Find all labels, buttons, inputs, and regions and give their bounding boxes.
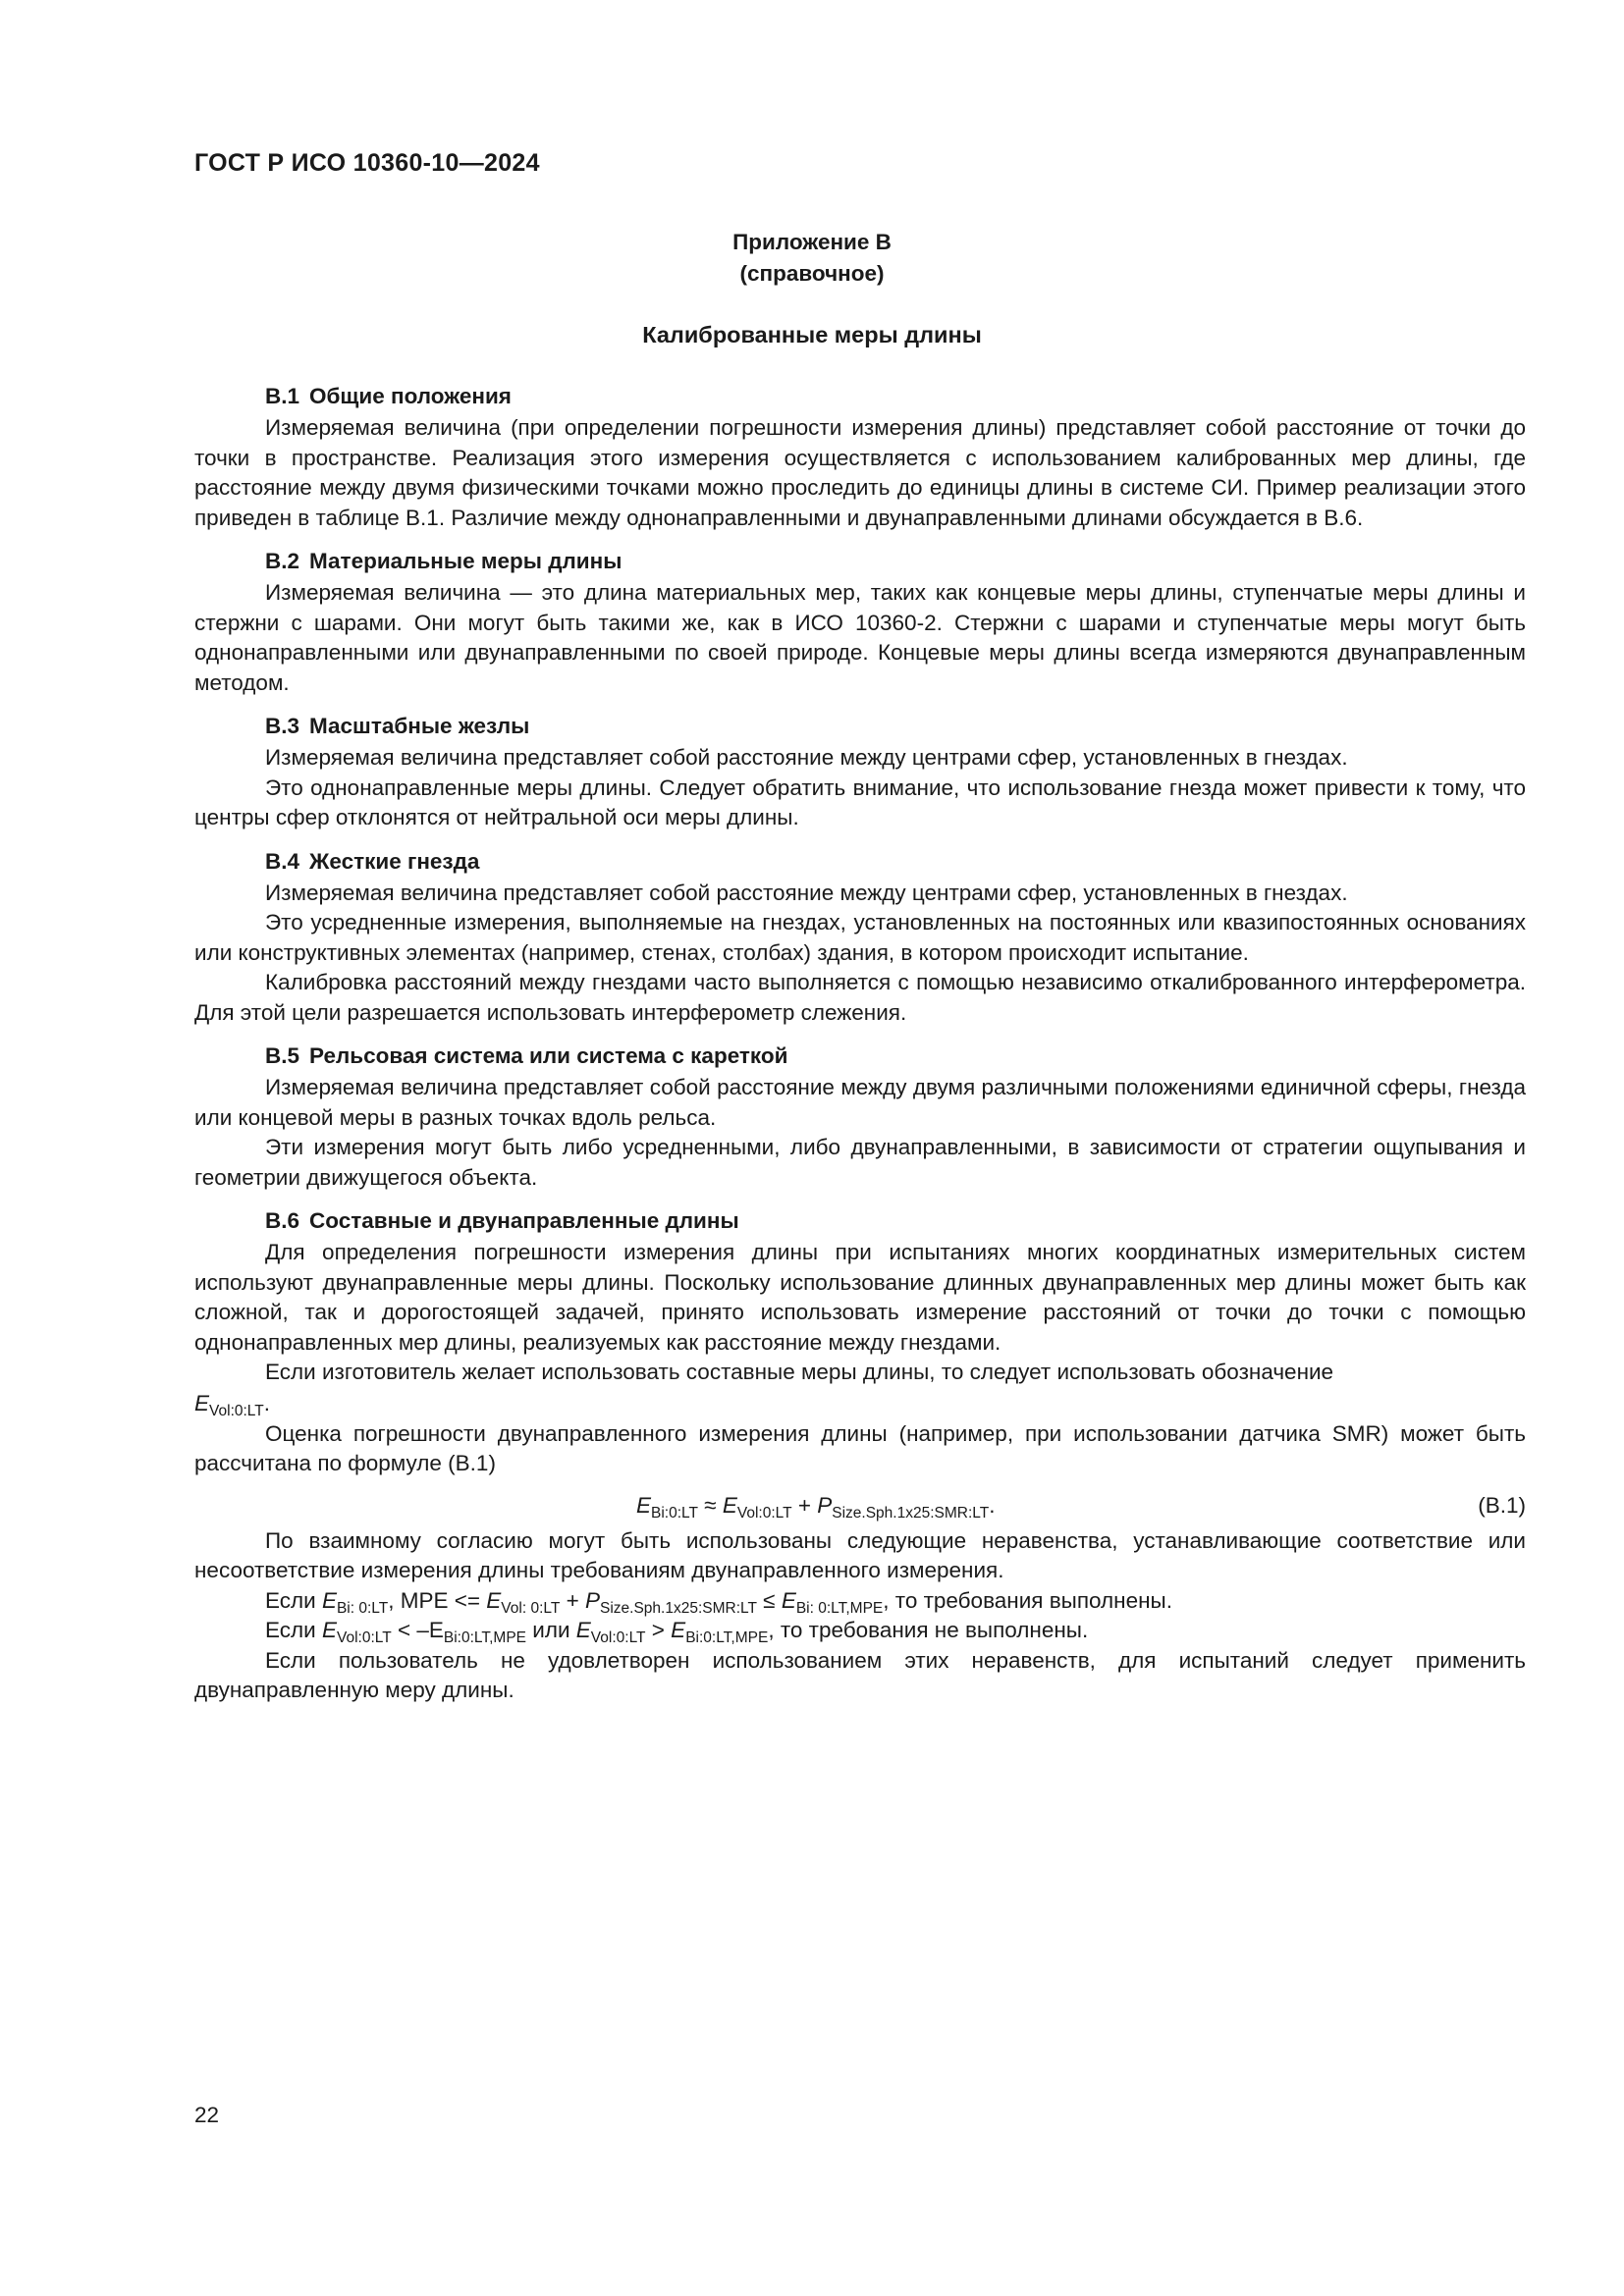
- section-b3-paragraph-2: Это однонаправленные меры длины. Следует обратить внимание, что использование гнезда может привести к тому, что центры сфер отклонятся от нейтральной оси меры длины.: [194, 774, 1526, 829]
- section-b4-paragraph-1: Измеряемая величина представляет собой расстояние между центрами сфер, установленных в гнездах.: [265, 880, 1348, 905]
- annex-body: [194, 381, 1526, 1706]
- section-title: Рельсовая система или система с кареткой: [309, 1043, 788, 1068]
- section-b6-paragraph-4: По взаимному согласию могут быть использованы следующие неравенства, устанавливающие соответствие или несоответствие измерения длины требованиям двунаправленного измерения.: [194, 1527, 1526, 1582]
- section-b6-paragraph-2: [194, 1358, 1526, 1388]
- section-b4-paragraph-2: Это усредненные измерения, выполняемые на гнездах, установленных на постоянных или квазипостоянных основаниях или конструктивных элементах (например, стенах, столбах) здания, в котором происходит испытание.: [194, 910, 1526, 965]
- section-number: В.5: [265, 1043, 300, 1068]
- section-b6-heading: [194, 1205, 1526, 1237]
- section-b3-paragraph-1: Измеряемая величина представляет собой расстояние между центрами сфер, установленных в гнездах.: [265, 745, 1348, 770]
- formula-expression: $E_{Bi:0:LT} \approx E_{Vol:0:LT} + P_{Size.Sph.1x25:SMR:LT}$.: [636, 1492, 996, 1522]
- section-b6-paragraph-5: Если пользователь не удовлетворен использованием этих неравенств, для испытаний следует применить двунаправленную меру длины.: [194, 1647, 1526, 1702]
- section-title: Жесткие гнезда: [309, 848, 480, 874]
- condition-fail: Если $E_{Vol:0:LT} < -E_{Bi:0:LT,MPE}$ или $E_{Vol:0:LT} > E_{Bi:0:LT,MPE}$, то требования не выполнены.: [265, 1618, 1089, 1646]
- annex-kind: (справочное): [739, 261, 885, 286]
- section-title: Составные и двунаправленные длины: [309, 1208, 739, 1233]
- paragraph-text: Если изготовитель желает использовать составные меры длины, то следует использовать обозначение: [265, 1360, 1334, 1384]
- composite-symbol: [194, 1388, 1526, 1419]
- condition-pass: Если $E_{Bi: 0:LT}$, MPE <= $E_{Vol: 0:LT} + P_{Size.Sph.1x25:SMR:LT} \le E_{Bi: 0:LT,MPE}$, то требования выполнены.: [265, 1587, 1172, 1617]
- section-number: В.4: [265, 848, 300, 874]
- annex-label: Приложение В: [732, 230, 892, 254]
- annex-title: Калиброванные меры длины: [642, 322, 982, 347]
- section-number: В.2: [265, 549, 300, 573]
- section-b2-heading: [194, 546, 1526, 577]
- symbol-subscript: Vol:0:LT: [209, 1402, 264, 1419]
- section-title: Материальные меры длины: [309, 549, 623, 573]
- section-b6-paragraph-3: Оценка погрешности двунаправленного измерения длины (например, при использовании датчика SMR) может быть рассчитана по формуле (В.1): [194, 1420, 1526, 1475]
- formula-b1: [194, 1485, 1526, 1526]
- section-b1-heading: [194, 381, 1526, 412]
- symbol: E: [194, 1390, 210, 1415]
- section-b2-paragraph: Измеряемая величина — это длина материальных мер, таких как концевые меры длины, ступенчатые меры длины и стержни с шарами. Они могут быть такими же, как в ИСО 10360-2. Стержни с шарами и ступенчатые меры могут быть однонаправленными или двунаправленными по своей природе. Концевые меры длины всегда измеряются двунаправленным методом.: [194, 580, 1526, 695]
- section-number: В.1: [265, 384, 300, 408]
- document-code: ГОСТ Р ИСО 10360-10—2024: [194, 149, 540, 177]
- annex-header: [0, 227, 1624, 290]
- section-b1-paragraph: Измеряемая величина (при определении погрешности измерения длины) представляет собой расстояние от точки до точки в пространстве. Реализация этого измерения осуществляется с использованием калиброванных мер длины, где расстояние между двумя физическими точками можно проследить до единицы длины в системе СИ. Пример реализации этого приведен в таблице В.1. Различие между однонаправленными и двунаправленными длинами обсуждается в В.6.: [194, 415, 1526, 530]
- punctuation: .: [263, 1390, 270, 1415]
- section-b5-paragraph-1: Измеряемая величина представляет собой расстояние между двумя различными положениями единичной сферы, гнезда или концевой меры в разных точках вдоль рельса.: [194, 1075, 1526, 1130]
- section-b6-paragraph-1: Для определения погрешности измерения длины при испытаниях многих координатных измерительных систем используют двунаправленные меры длины. Поскольку использование длинных двунаправленных мер длины может быть как сложной, так и дорогостоящей задачей, принято использовать измерение расстояний от точки до точки с помощью однонаправленных мер длины, реализуемых как расстояние между гнездами.: [194, 1240, 1526, 1355]
- section-b5-heading: [194, 1041, 1526, 1072]
- formula-number: (В.1): [1478, 1492, 1526, 1518]
- section-title: Общие положения: [309, 384, 512, 408]
- section-b4-paragraph-3: Калибровка расстояний между гнездами часто выполняется с помощью независимо откалиброванного интерферометра. Для этой цели разрешается использовать интерферометр слежения.: [194, 970, 1526, 1025]
- section-number: В.6: [265, 1208, 300, 1233]
- section-b3-heading: [194, 711, 1526, 742]
- section-b5-paragraph-2: Эти измерения могут быть либо усредненными, либо двунаправленными, в зависимости от стратегии ощупывания и геометрии движущегося объекта.: [194, 1135, 1526, 1190]
- section-number: В.3: [265, 714, 300, 738]
- section-b4-heading: [194, 846, 1526, 878]
- section-title: Масштабные жезлы: [309, 714, 530, 738]
- page-number: 22: [194, 2103, 220, 2127]
